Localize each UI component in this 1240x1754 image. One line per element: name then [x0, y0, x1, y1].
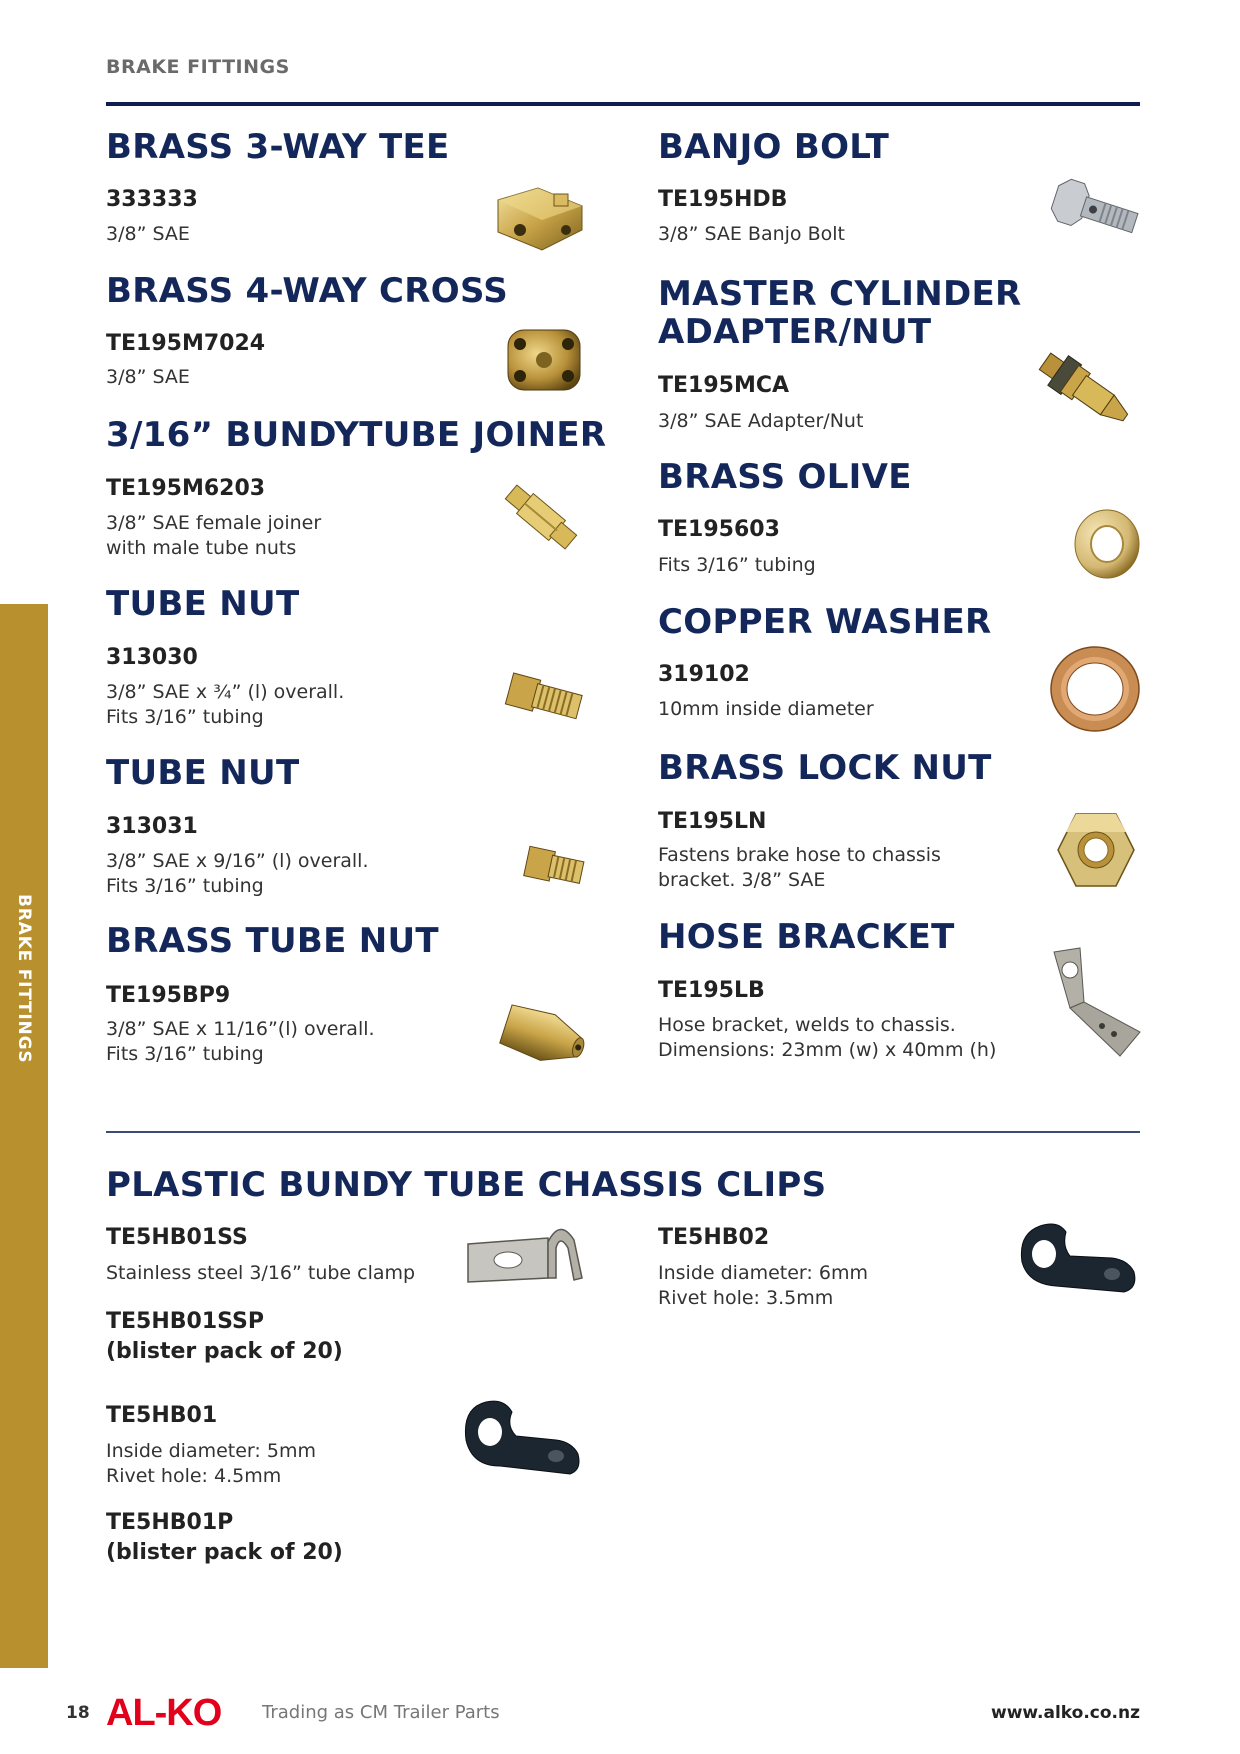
product-title: COPPER WASHER [658, 602, 992, 642]
product-desc: 3/8” SAE x ¾” (l) overall. [106, 681, 345, 703]
product-code: TE195LB [658, 978, 765, 1003]
product-code: 313030 [106, 645, 198, 670]
product-code: 319102 [658, 662, 750, 687]
product-code: TE5HB01P [106, 1510, 234, 1535]
product-code: TE195LN [658, 809, 767, 834]
product-desc: Hose bracket, welds to chassis. [658, 1014, 956, 1036]
product-code: TE5HB01SS [106, 1225, 248, 1250]
product-desc: Inside diameter: 6mm [658, 1262, 868, 1284]
product-code: TE5HB02 [658, 1225, 770, 1250]
website-url[interactable]: www.alko.co.nz [991, 1703, 1140, 1723]
hose-bracket-icon [1050, 946, 1142, 1060]
side-tab [0, 604, 48, 1668]
product-desc: 10mm inside diameter [658, 698, 874, 720]
product-desc: 3/8” SAE Adapter/Nut [658, 410, 864, 432]
product-code: 333333 [106, 187, 198, 212]
product-title: BRASS OLIVE [658, 457, 912, 497]
product-desc: Inside diameter: 5mm [106, 1440, 316, 1462]
tube-nut-short-icon [522, 840, 588, 896]
product-desc: Dimensions: 23mm (w) x 40mm (h) [658, 1039, 997, 1061]
product-title: HOSE BRACKET [658, 917, 955, 957]
product-code: TE195HDB [658, 187, 788, 212]
product-desc: Rivet hole: 4.5mm [106, 1465, 282, 1487]
product-desc: 3/8” SAE Banjo Bolt [658, 223, 845, 245]
black-clip-large-icon [1016, 1218, 1140, 1312]
brass-cross-icon [502, 322, 586, 398]
product-title: 3/16” BUNDYTUBE JOINER [106, 415, 607, 455]
product-desc: 3/8” SAE [106, 366, 190, 388]
product-desc: Rivet hole: 3.5mm [658, 1287, 834, 1309]
brass-tube-nut-icon [498, 998, 588, 1074]
tube-nut-icon [504, 668, 586, 730]
product-desc: with male tube nuts [106, 537, 297, 559]
product-desc: Fits 3/16” tubing [106, 1043, 264, 1065]
product-title: TUBE NUT [106, 584, 300, 624]
brass-olive-icon [1072, 506, 1142, 582]
copper-washer-icon [1048, 644, 1142, 734]
product-code: TE5HB01 [106, 1403, 218, 1428]
product-title: BRASS TUBE NUT [106, 921, 439, 961]
product-desc: Fits 3/16” tubing [106, 706, 264, 728]
product-code: TE195BP9 [106, 983, 231, 1008]
page-number: 18 [66, 1703, 90, 1723]
product-desc: Fits 3/16” tubing [106, 875, 264, 897]
alko-logo [106, 1691, 240, 1731]
product-desc: Fits 3/16” tubing [658, 554, 816, 576]
product-code: TE195603 [658, 517, 780, 542]
tube-joiner-icon [494, 470, 588, 564]
top-divider [106, 102, 1140, 106]
trading-as-text: Trading as CM Trailer Parts [262, 1702, 500, 1723]
product-desc: 3/8” SAE female joiner [106, 512, 322, 534]
product-code: TE195M7024 [106, 331, 266, 356]
banjo-bolt-icon [1046, 176, 1142, 250]
section-label: BRAKE FITTINGS [106, 56, 290, 78]
product-title: TUBE NUT [106, 753, 300, 793]
product-title: BANJO BOLT [658, 127, 890, 167]
product-title: BRASS LOCK NUT [658, 748, 992, 788]
clips-section-title: PLASTIC BUNDY TUBE CHASSIS CLIPS [106, 1165, 827, 1205]
product-code: TE195M6203 [106, 476, 266, 501]
product-title: BRASS 4-WAY CROSS [106, 271, 509, 311]
product-desc: 3/8” SAE x 11/16”(l) overall. [106, 1018, 375, 1040]
master-cylinder-adapter-icon [1030, 340, 1142, 440]
product-code: TE195MCA [658, 373, 790, 398]
brass-tee-icon [490, 180, 590, 260]
side-tab-label: BRAKE FITTINGS [14, 894, 34, 1064]
product-desc: 3/8” SAE x 9/16” (l) overall. [106, 850, 369, 872]
product-code: TE5HB01SSP [106, 1309, 264, 1334]
svg-text:AL-KO: AL-KO [106, 1692, 222, 1731]
product-pack-note: (blister pack of 20) [106, 1339, 343, 1364]
section-divider [106, 1131, 1140, 1133]
product-title: MASTER CYLINDER [658, 274, 1022, 314]
product-desc: 3/8” SAE [106, 223, 190, 245]
product-code: 313031 [106, 814, 198, 839]
lock-nut-icon [1054, 808, 1138, 892]
product-desc: Fastens brake hose to chassis [658, 844, 941, 866]
product-title: ADAPTER/NUT [658, 312, 932, 352]
black-clip-icon [460, 1396, 586, 1492]
product-desc: bracket. 3/8” SAE [658, 869, 826, 891]
product-title: BRASS 3-WAY TEE [106, 127, 450, 167]
product-pack-note: (blister pack of 20) [106, 1540, 343, 1565]
product-desc: Stainless steel 3/16” tube clamp [106, 1262, 416, 1284]
steel-clamp-icon [464, 1222, 590, 1294]
